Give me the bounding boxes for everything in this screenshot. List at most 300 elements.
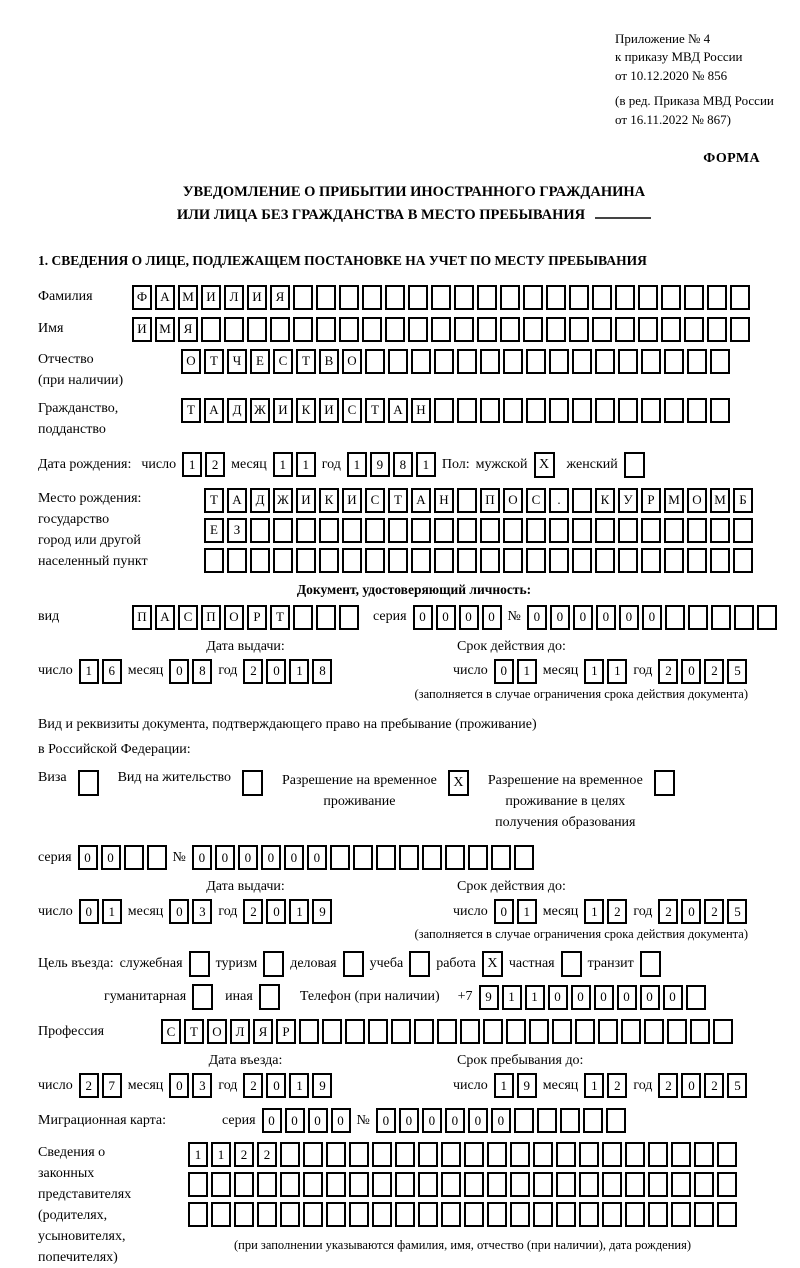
form-cell[interactable]: [514, 1108, 534, 1133]
form-cell[interactable]: [227, 548, 247, 573]
form-cell[interactable]: А: [388, 398, 408, 423]
form-cell[interactable]: 0: [596, 605, 616, 630]
form-cell[interactable]: С: [161, 1019, 181, 1044]
form-cell[interactable]: [717, 1202, 737, 1227]
form-cell[interactable]: [477, 317, 497, 342]
temp-residence-edu-checkbox[interactable]: [654, 770, 675, 796]
form-cell[interactable]: 2: [658, 659, 678, 684]
form-cell[interactable]: Т: [181, 398, 201, 423]
form-cell[interactable]: [322, 1019, 342, 1044]
form-cell[interactable]: [330, 845, 350, 870]
form-cell[interactable]: [399, 845, 419, 870]
form-cell[interactable]: О: [207, 1019, 227, 1044]
form-cell[interactable]: [602, 1202, 622, 1227]
form-cell[interactable]: [411, 548, 431, 573]
form-cell[interactable]: Р: [276, 1019, 296, 1044]
form-cell[interactable]: [549, 349, 569, 374]
id-issue-month-cells[interactable]: [169, 659, 212, 684]
form-cell[interactable]: [362, 285, 382, 310]
form-cell[interactable]: [671, 1142, 691, 1167]
form-cell[interactable]: 0: [307, 845, 327, 870]
form-cell[interactable]: И: [132, 317, 152, 342]
form-cell[interactable]: И: [201, 285, 221, 310]
form-cell[interactable]: [641, 548, 661, 573]
entry-day-cells[interactable]: [79, 1073, 122, 1098]
form-cell[interactable]: С: [365, 488, 385, 513]
form-cell[interactable]: [533, 1172, 553, 1197]
id-issue-year-cells[interactable]: [243, 659, 332, 684]
form-cell[interactable]: 5: [727, 1073, 747, 1098]
form-cell[interactable]: О: [181, 349, 201, 374]
form-cell[interactable]: [661, 285, 681, 310]
birth-year-cells[interactable]: [347, 452, 436, 477]
form-cell[interactable]: 9: [370, 452, 390, 477]
form-cell[interactable]: [365, 548, 385, 573]
form-cell[interactable]: [293, 317, 313, 342]
form-cell[interactable]: [480, 398, 500, 423]
form-cell[interactable]: [464, 1172, 484, 1197]
form-cell[interactable]: [572, 548, 592, 573]
form-cell[interactable]: [250, 548, 270, 573]
form-cell[interactable]: [569, 317, 589, 342]
form-cell[interactable]: [365, 349, 385, 374]
form-cell[interactable]: И: [319, 398, 339, 423]
form-cell[interactable]: 1: [584, 1073, 604, 1098]
form-cell[interactable]: [124, 845, 144, 870]
form-cell[interactable]: 0: [494, 659, 514, 684]
form-cell[interactable]: [625, 1142, 645, 1167]
form-cell[interactable]: [395, 1142, 415, 1167]
form-cell[interactable]: [234, 1202, 254, 1227]
form-cell[interactable]: [546, 285, 566, 310]
form-cell[interactable]: [434, 548, 454, 573]
form-cell[interactable]: Д: [227, 398, 247, 423]
form-cell[interactable]: 1: [607, 659, 627, 684]
form-cell[interactable]: [533, 1142, 553, 1167]
form-cell[interactable]: С: [526, 488, 546, 513]
form-cell[interactable]: М: [710, 488, 730, 513]
form-cell[interactable]: [316, 285, 336, 310]
form-cell[interactable]: [395, 1172, 415, 1197]
form-cell[interactable]: К: [296, 398, 316, 423]
form-cell[interactable]: [414, 1019, 434, 1044]
form-cell[interactable]: [345, 1019, 365, 1044]
permit-valid-day-cells[interactable]: [494, 899, 537, 924]
form-cell[interactable]: [641, 398, 661, 423]
form-cell[interactable]: 0: [331, 1108, 351, 1133]
form-cell[interactable]: [385, 285, 405, 310]
form-cell[interactable]: [664, 518, 684, 543]
form-cell[interactable]: Ж: [273, 488, 293, 513]
form-cell[interactable]: 0: [413, 605, 433, 630]
form-cell[interactable]: 1: [525, 985, 545, 1010]
form-cell[interactable]: [644, 1019, 664, 1044]
form-cell[interactable]: [615, 317, 635, 342]
form-cell[interactable]: [503, 349, 523, 374]
form-cell[interactable]: [372, 1202, 392, 1227]
form-cell[interactable]: В: [319, 349, 339, 374]
form-cell[interactable]: [365, 518, 385, 543]
form-cell[interactable]: 2: [704, 899, 724, 924]
form-cell[interactable]: [457, 398, 477, 423]
form-cell[interactable]: 1: [517, 899, 537, 924]
form-cell[interactable]: [684, 285, 704, 310]
purpose-other-checkbox[interactable]: [259, 984, 280, 1010]
form-cell[interactable]: [422, 845, 442, 870]
form-cell[interactable]: [523, 285, 543, 310]
form-cell[interactable]: О: [687, 488, 707, 513]
form-cell[interactable]: Б: [733, 488, 753, 513]
form-cell[interactable]: [457, 488, 477, 513]
form-cell[interactable]: [661, 317, 681, 342]
form-cell[interactable]: К: [595, 488, 615, 513]
form-cell[interactable]: [299, 1019, 319, 1044]
form-cell[interactable]: 0: [681, 1073, 701, 1098]
form-cell[interactable]: [730, 317, 750, 342]
form-cell[interactable]: [572, 398, 592, 423]
form-cell[interactable]: [326, 1202, 346, 1227]
form-cell[interactable]: [690, 1019, 710, 1044]
form-cell[interactable]: 0: [169, 659, 189, 684]
birth-place-row2-cells[interactable]: [204, 518, 753, 543]
form-cell[interactable]: Т: [270, 605, 290, 630]
form-cell[interactable]: [296, 548, 316, 573]
form-cell[interactable]: [418, 1142, 438, 1167]
form-cell[interactable]: 2: [205, 452, 225, 477]
entry-year-cells[interactable]: [243, 1073, 332, 1098]
form-cell[interactable]: 1: [502, 985, 522, 1010]
form-cell[interactable]: [388, 518, 408, 543]
form-cell[interactable]: [707, 285, 727, 310]
form-cell[interactable]: [388, 548, 408, 573]
form-cell[interactable]: 1: [494, 1073, 514, 1098]
form-cell[interactable]: 0: [266, 1073, 286, 1098]
form-cell[interactable]: [717, 1142, 737, 1167]
form-cell[interactable]: [204, 548, 224, 573]
form-cell[interactable]: [385, 317, 405, 342]
form-cell[interactable]: 0: [308, 1108, 328, 1133]
form-cell[interactable]: 0: [619, 605, 639, 630]
form-cell[interactable]: Я: [178, 317, 198, 342]
migration-number-cells[interactable]: [376, 1108, 626, 1133]
form-cell[interactable]: [694, 1142, 714, 1167]
form-cell[interactable]: 7: [102, 1073, 122, 1098]
permit-series-cells[interactable]: [78, 845, 167, 870]
form-cell[interactable]: Т: [296, 349, 316, 374]
form-cell[interactable]: 0: [238, 845, 258, 870]
form-cell[interactable]: [418, 1202, 438, 1227]
form-cell[interactable]: [757, 605, 777, 630]
form-cell[interactable]: 2: [704, 659, 724, 684]
form-cell[interactable]: [280, 1202, 300, 1227]
form-cell[interactable]: С: [342, 398, 362, 423]
form-cell[interactable]: 3: [192, 1073, 212, 1098]
purpose-humanitarian-checkbox[interactable]: [192, 984, 213, 1010]
form-cell[interactable]: 1: [273, 452, 293, 477]
doc-series-cells[interactable]: [413, 605, 502, 630]
form-cell[interactable]: [372, 1142, 392, 1167]
form-cell[interactable]: [147, 845, 167, 870]
form-cell[interactable]: [434, 398, 454, 423]
form-cell[interactable]: 1: [79, 659, 99, 684]
form-cell[interactable]: [224, 317, 244, 342]
form-cell[interactable]: 6: [102, 659, 122, 684]
form-cell[interactable]: .: [549, 488, 569, 513]
form-cell[interactable]: [579, 1172, 599, 1197]
form-cell[interactable]: С: [178, 605, 198, 630]
form-cell[interactable]: 0: [261, 845, 281, 870]
phone-cells[interactable]: [479, 985, 706, 1010]
form-cell[interactable]: 2: [257, 1142, 277, 1167]
form-cell[interactable]: 0: [445, 1108, 465, 1133]
purpose-work-checkbox[interactable]: X: [482, 951, 503, 977]
form-cell[interactable]: [710, 398, 730, 423]
form-cell[interactable]: У: [618, 488, 638, 513]
form-cell[interactable]: О: [503, 488, 523, 513]
form-cell[interactable]: [319, 548, 339, 573]
form-cell[interactable]: Т: [184, 1019, 204, 1044]
id-issue-day-cells[interactable]: [79, 659, 122, 684]
form-cell[interactable]: 3: [192, 899, 212, 924]
form-cell[interactable]: [293, 285, 313, 310]
form-cell[interactable]: М: [155, 317, 175, 342]
form-cell[interactable]: [510, 1202, 530, 1227]
form-cell[interactable]: [556, 1172, 576, 1197]
form-cell[interactable]: Е: [204, 518, 224, 543]
form-cell[interactable]: 0: [285, 1108, 305, 1133]
permit-issue-year-cells[interactable]: [243, 899, 332, 924]
form-cell[interactable]: 2: [607, 899, 627, 924]
form-cell[interactable]: [441, 1202, 461, 1227]
form-cell[interactable]: 1: [289, 1073, 309, 1098]
form-cell[interactable]: 1: [289, 659, 309, 684]
form-cell[interactable]: Ж: [250, 398, 270, 423]
form-cell[interactable]: Ч: [227, 349, 247, 374]
form-cell[interactable]: И: [247, 285, 267, 310]
form-cell[interactable]: А: [204, 398, 224, 423]
form-cell[interactable]: 1: [211, 1142, 231, 1167]
form-cell[interactable]: 1: [188, 1142, 208, 1167]
id-valid-day-cells[interactable]: [494, 659, 537, 684]
form-cell[interactable]: [342, 548, 362, 573]
form-cell[interactable]: 2: [243, 899, 263, 924]
form-cell[interactable]: [667, 1019, 687, 1044]
form-cell[interactable]: Т: [365, 398, 385, 423]
form-cell[interactable]: [408, 285, 428, 310]
birth-place-row1-cells[interactable]: [204, 488, 753, 513]
form-cell[interactable]: [500, 317, 520, 342]
form-cell[interactable]: [621, 1019, 641, 1044]
form-cell[interactable]: [188, 1202, 208, 1227]
form-cell[interactable]: [710, 518, 730, 543]
birth-day-cells[interactable]: [182, 452, 225, 477]
form-cell[interactable]: 1: [347, 452, 367, 477]
form-cell[interactable]: [602, 1172, 622, 1197]
form-cell[interactable]: [641, 518, 661, 543]
form-cell[interactable]: [526, 518, 546, 543]
form-cell[interactable]: [434, 518, 454, 543]
form-cell[interactable]: 1: [289, 899, 309, 924]
form-cell[interactable]: А: [155, 605, 175, 630]
form-cell[interactable]: [733, 518, 753, 543]
form-cell[interactable]: [188, 1172, 208, 1197]
permit-valid-month-cells[interactable]: [584, 899, 627, 924]
form-cell[interactable]: 0: [399, 1108, 419, 1133]
form-cell[interactable]: [687, 398, 707, 423]
name-cells[interactable]: [132, 317, 750, 342]
form-cell[interactable]: [569, 285, 589, 310]
form-cell[interactable]: 0: [550, 605, 570, 630]
form-cell[interactable]: И: [296, 488, 316, 513]
form-cell[interactable]: [395, 1202, 415, 1227]
form-cell[interactable]: 0: [459, 605, 479, 630]
form-cell[interactable]: [595, 398, 615, 423]
id-valid-month-cells[interactable]: [584, 659, 627, 684]
purpose-study-checkbox[interactable]: [409, 951, 430, 977]
form-cell[interactable]: [339, 285, 359, 310]
form-cell[interactable]: [411, 518, 431, 543]
form-cell[interactable]: [579, 1202, 599, 1227]
stay-day-cells[interactable]: [494, 1073, 537, 1098]
form-cell[interactable]: [694, 1172, 714, 1197]
form-cell[interactable]: 2: [704, 1073, 724, 1098]
residence-permit-checkbox[interactable]: [242, 770, 263, 796]
visa-checkbox[interactable]: [78, 770, 99, 796]
form-cell[interactable]: [483, 1019, 503, 1044]
form-cell[interactable]: [349, 1142, 369, 1167]
form-cell[interactable]: 2: [243, 659, 263, 684]
form-cell[interactable]: [595, 518, 615, 543]
form-cell[interactable]: [595, 349, 615, 374]
form-cell[interactable]: [648, 1202, 668, 1227]
form-cell[interactable]: [503, 398, 523, 423]
form-cell[interactable]: 0: [527, 605, 547, 630]
form-cell[interactable]: 0: [491, 1108, 511, 1133]
form-cell[interactable]: [592, 317, 612, 342]
form-cell[interactable]: [372, 1172, 392, 1197]
form-cell[interactable]: [468, 845, 488, 870]
doc-number-cells[interactable]: [527, 605, 777, 630]
patronymic-cells[interactable]: [181, 349, 730, 374]
form-cell[interactable]: П: [132, 605, 152, 630]
form-cell[interactable]: [270, 317, 290, 342]
form-cell[interactable]: [339, 605, 359, 630]
form-cell[interactable]: 0: [640, 985, 660, 1010]
form-cell[interactable]: Л: [224, 285, 244, 310]
form-cell[interactable]: А: [155, 285, 175, 310]
form-cell[interactable]: [684, 317, 704, 342]
form-cell[interactable]: [687, 518, 707, 543]
form-cell[interactable]: 1: [102, 899, 122, 924]
form-cell[interactable]: [441, 1142, 461, 1167]
male-checkbox[interactable]: X: [534, 452, 555, 478]
form-cell[interactable]: [280, 1142, 300, 1167]
form-cell[interactable]: [579, 1142, 599, 1167]
temp-residence-checkbox[interactable]: X: [448, 770, 469, 796]
form-cell[interactable]: 0: [266, 899, 286, 924]
female-checkbox[interactable]: [624, 452, 645, 478]
form-cell[interactable]: 2: [607, 1073, 627, 1098]
form-cell[interactable]: [625, 1202, 645, 1227]
form-cell[interactable]: [549, 518, 569, 543]
form-cell[interactable]: М: [664, 488, 684, 513]
form-cell[interactable]: [342, 518, 362, 543]
form-cell[interactable]: [687, 349, 707, 374]
permit-number-cells[interactable]: [192, 845, 534, 870]
form-cell[interactable]: [257, 1172, 277, 1197]
form-cell[interactable]: [503, 548, 523, 573]
form-cell[interactable]: [572, 488, 592, 513]
form-cell[interactable]: 0: [663, 985, 683, 1010]
form-cell[interactable]: П: [201, 605, 221, 630]
form-cell[interactable]: [618, 518, 638, 543]
purpose-official-checkbox[interactable]: [189, 951, 210, 977]
form-cell[interactable]: [602, 1142, 622, 1167]
migration-series-cells[interactable]: [262, 1108, 351, 1133]
form-cell[interactable]: С: [273, 349, 293, 374]
form-cell[interactable]: [437, 1019, 457, 1044]
form-cell[interactable]: 0: [681, 899, 701, 924]
form-cell[interactable]: [362, 317, 382, 342]
form-cell[interactable]: Д: [250, 488, 270, 513]
form-cell[interactable]: [711, 605, 731, 630]
form-cell[interactable]: [671, 1202, 691, 1227]
form-cell[interactable]: 1: [584, 659, 604, 684]
form-cell[interactable]: 1: [584, 899, 604, 924]
form-cell[interactable]: Е: [250, 349, 270, 374]
form-cell[interactable]: [618, 548, 638, 573]
form-cell[interactable]: О: [224, 605, 244, 630]
form-cell[interactable]: [506, 1019, 526, 1044]
birth-month-cells[interactable]: [273, 452, 316, 477]
form-cell[interactable]: [694, 1202, 714, 1227]
entry-month-cells[interactable]: [169, 1073, 212, 1098]
form-cell[interactable]: Н: [411, 398, 431, 423]
form-cell[interactable]: 9: [479, 985, 499, 1010]
form-cell[interactable]: 0: [681, 659, 701, 684]
form-cell[interactable]: [560, 1108, 580, 1133]
form-cell[interactable]: [638, 317, 658, 342]
form-cell[interactable]: [556, 1142, 576, 1167]
doc-kind-cells[interactable]: [132, 605, 359, 630]
form-cell[interactable]: [533, 1202, 553, 1227]
form-cell[interactable]: Т: [204, 349, 224, 374]
form-cell[interactable]: [710, 349, 730, 374]
form-cell[interactable]: 5: [727, 899, 747, 924]
form-cell[interactable]: П: [480, 488, 500, 513]
form-cell[interactable]: [717, 1172, 737, 1197]
form-cell[interactable]: 1: [296, 452, 316, 477]
form-cell[interactable]: [487, 1172, 507, 1197]
form-cell[interactable]: 0: [169, 899, 189, 924]
form-cell[interactable]: [349, 1202, 369, 1227]
form-cell[interactable]: 8: [312, 659, 332, 684]
form-cell[interactable]: Л: [230, 1019, 250, 1044]
form-cell[interactable]: [688, 605, 708, 630]
form-cell[interactable]: [211, 1202, 231, 1227]
representatives-row2-cells[interactable]: [188, 1172, 737, 1197]
form-cell[interactable]: [319, 518, 339, 543]
form-cell[interactable]: 0: [436, 605, 456, 630]
form-cell[interactable]: 0: [376, 1108, 396, 1133]
form-cell[interactable]: Я: [270, 285, 290, 310]
purpose-private-checkbox[interactable]: [561, 951, 582, 977]
form-cell[interactable]: [618, 349, 638, 374]
form-cell[interactable]: [664, 548, 684, 573]
form-cell[interactable]: [234, 1172, 254, 1197]
form-cell[interactable]: [618, 398, 638, 423]
form-cell[interactable]: [211, 1172, 231, 1197]
